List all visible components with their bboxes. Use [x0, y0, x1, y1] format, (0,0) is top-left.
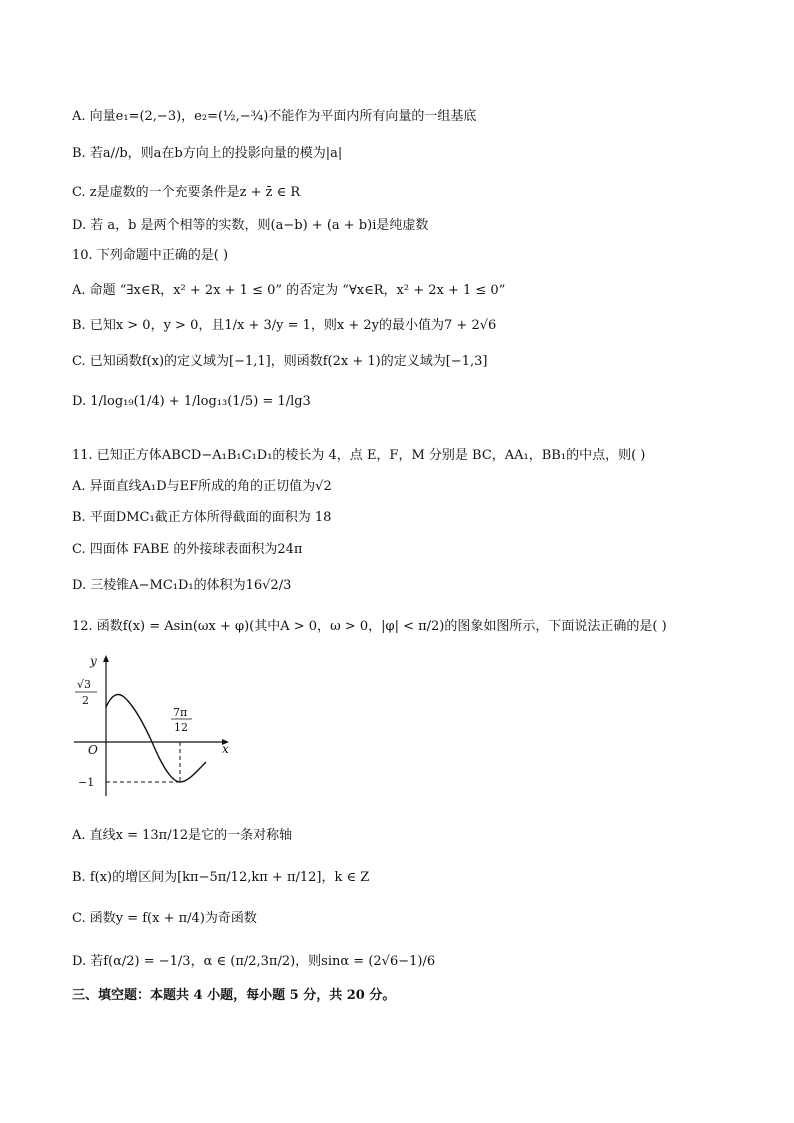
origin-label: O [88, 743, 98, 757]
x-mark-denominator: 12 [174, 721, 188, 734]
q10-option-a: A. 命题 “∃x∈R，x² + 2x + 1 ≤ 0” 的否定为 “∀x∈R，x² + 2x + 1 ≤ 0” [72, 283, 506, 298]
sine-curve [106, 694, 206, 782]
q9-option-c: C. z是虚数的一个充要条件是z + z̄ ∈ R [72, 185, 301, 200]
sine-graph [72, 650, 242, 800]
q12-option-d: D. 若f(α/2) = −1/3，α ∈ (π/2,3π/2)，则sinα = (2√6−1)/6 [72, 954, 436, 969]
q12-option-a: A. 直线x = 13π/12是它的一条对称轴 [72, 828, 293, 843]
y-tick-top-numerator: √3 [77, 678, 92, 691]
q9-option-d: D. 若 a，b 是两个相等的实数，则(a−b) + (a + b)i是纯虚数 [72, 218, 429, 233]
q11-option-b: B. 平面DMC₁截正方体所得截面的面积为 18 [72, 510, 332, 525]
q9-option-b: B. 若a//b，则a在b方向上的投影向量的模为|a| [72, 146, 343, 161]
q11-option-c: C. 四面体 FABE 的外接球表面积为24π [72, 542, 303, 557]
q10-option-b: B. 已知x > 0，y > 0，且1/x + 3/y = 1，则x + 2y的最小值为7 + 2√6 [72, 318, 497, 333]
x-mark-numerator: 7π [173, 706, 188, 719]
y-axis-arrow [103, 655, 109, 662]
q12-option-b: B. f(x)的增区间为[kπ−5π/12,kπ + π/12]，k ∈ Z [72, 870, 370, 885]
y-axis-label: y [90, 654, 97, 668]
y-tick-top-denominator: 2 [82, 694, 89, 707]
y-tick-bottom: −1 [78, 776, 95, 789]
q11-option-d: D. 三棱锥A−MC₁D₁的体积为16√2/3 [72, 578, 292, 593]
q9-option-a: A. 向量e₁=(2,−3)，e₂=(½,−¾)不能作为平面内所有向量的一组基底 [72, 109, 477, 124]
q10-option-c: C. 已知函数f(x)的定义域为[−1,1]，则函数f(2x + 1)的定义域为[−1,3] [72, 354, 488, 369]
q11-option-a: A. 异面直线A₁D与EF所成的角的正切值为√2 [72, 479, 332, 494]
q11-stem: 11. 已知正方体ABCD−A₁B₁C₁D₁的棱长为 4，点 E，F，M 分别是 BC，AA₁，BB₁的中点，则( ) [72, 448, 646, 463]
x-axis-label: x [222, 742, 229, 756]
q10-stem: 10. 下列命题中正确的是( ) [72, 248, 229, 263]
q10-option-d: D. 1/log₁₉(1/4) + 1/log₁₃(1/5) = 1/lg3 [72, 394, 311, 409]
q12-option-c: C. 函数y = f(x + π/4)为奇函数 [72, 911, 257, 926]
section-3-heading: 三、填空题：本题共 4 小题，每小题 5 分，共 20 分。 [72, 988, 396, 1003]
q12-stem: 12. 函数f(x) = Asin(ωx + φ)(其中A > 0，ω > 0，|φ| < π/2)的图象如图所示，下面说法正确的是( ) [72, 619, 667, 634]
